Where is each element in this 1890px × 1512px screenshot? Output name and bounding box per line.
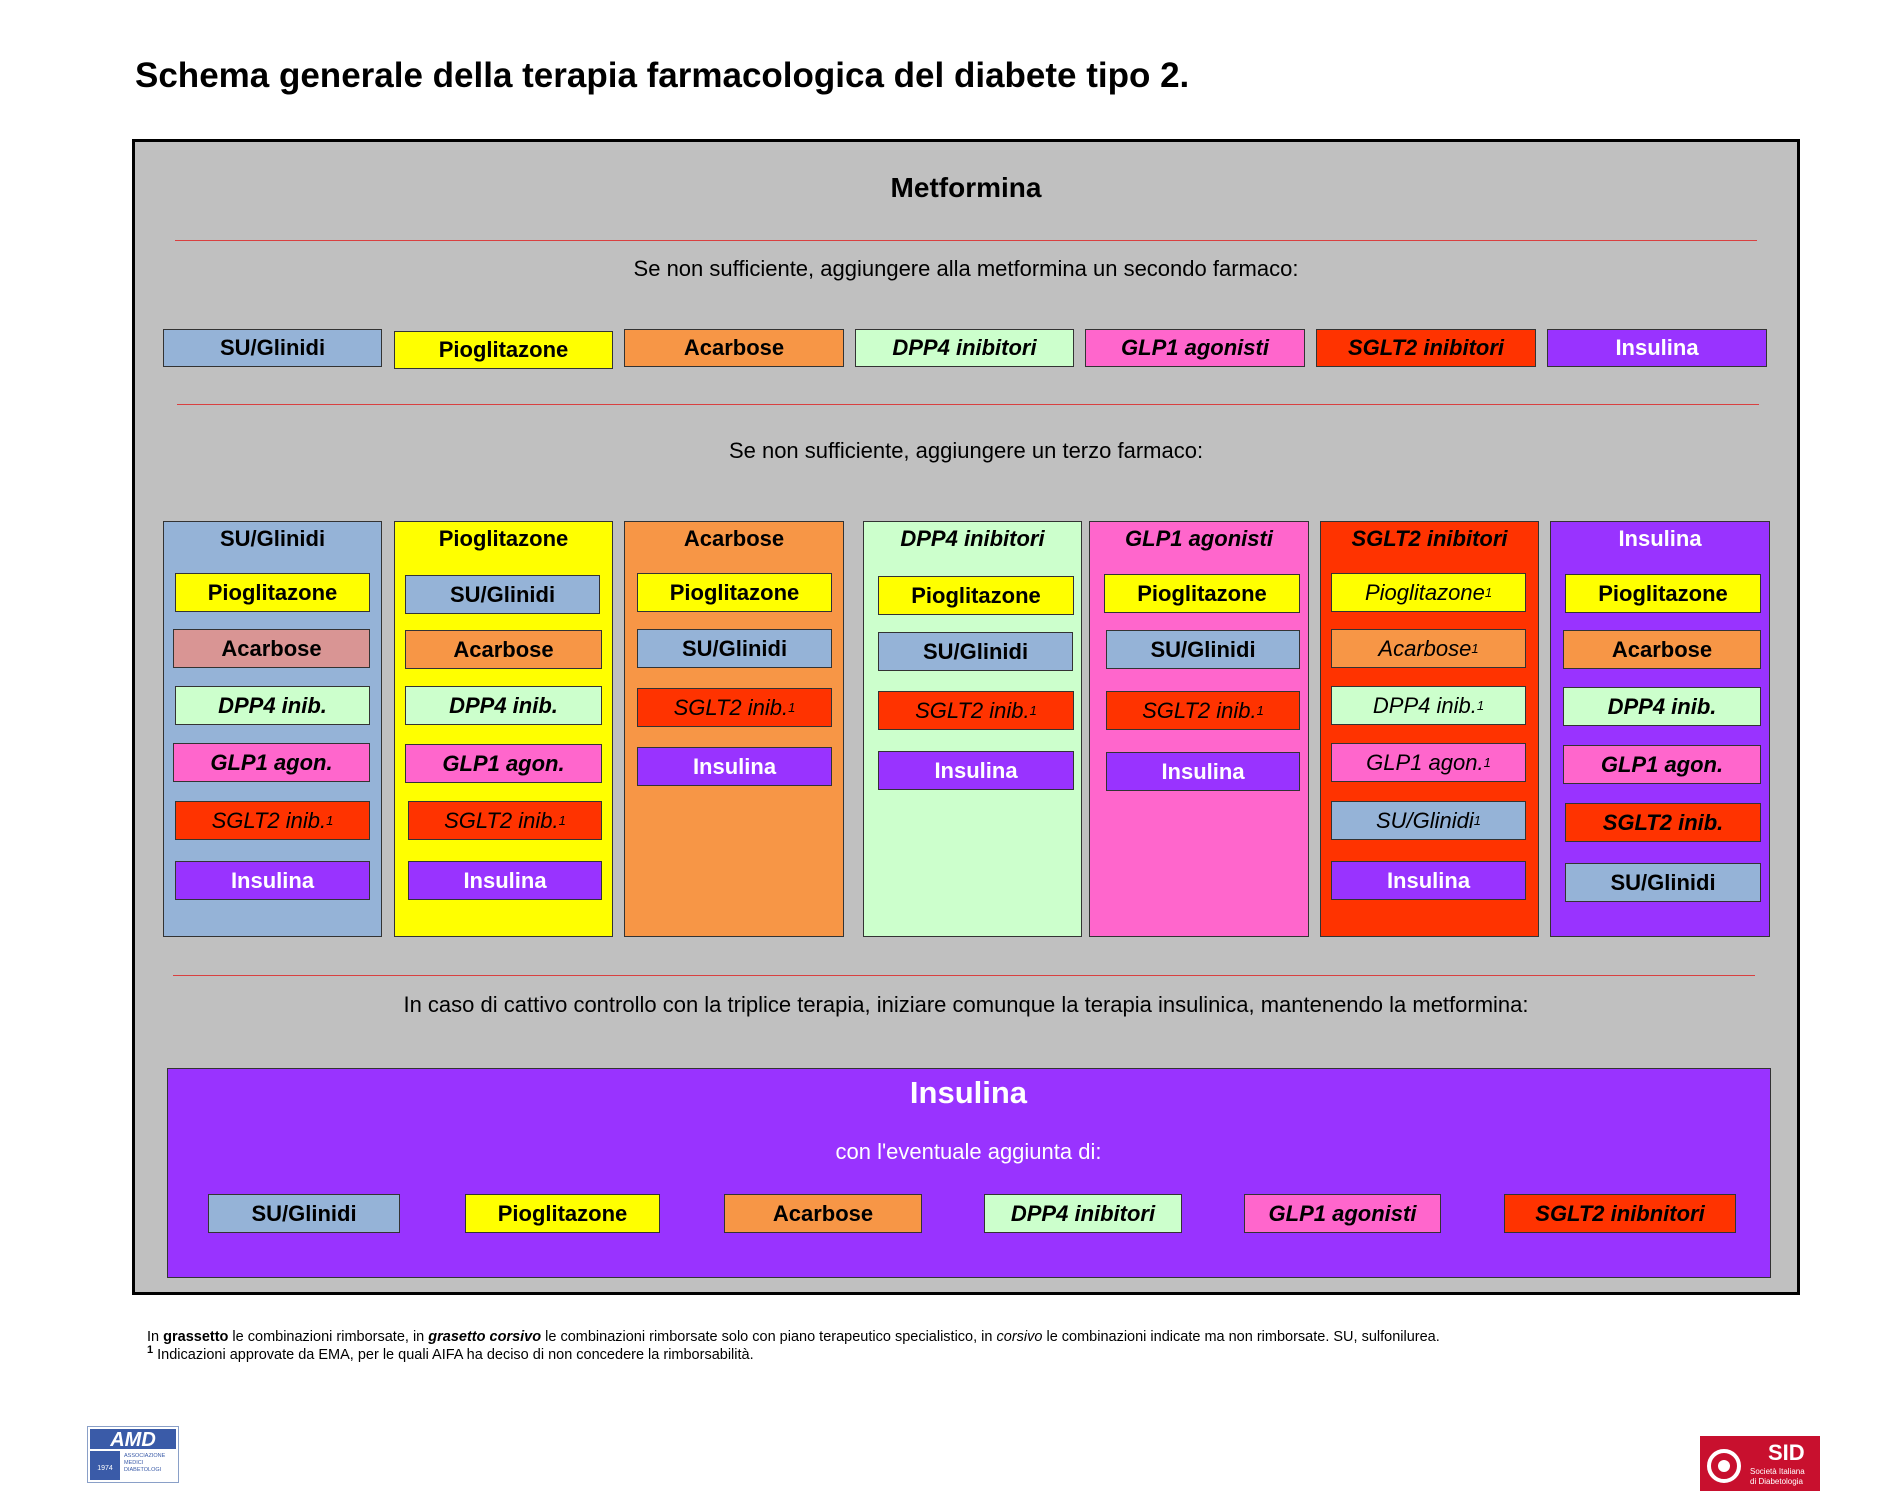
insulin-title: Insulina (909, 1075, 1028, 1110)
combo-su-glinidi: SU/Glinidi 1 (1331, 801, 1526, 840)
combo-sglt2: SGLT2 inib. 1 (175, 801, 370, 840)
column-title: SU/Glinidi (219, 526, 326, 551)
combo-su-glinidi: SU/Glinidi (637, 629, 832, 668)
svg-text:1974: 1974 (97, 1465, 113, 1472)
sid-logo (1700, 1436, 1820, 1491)
column-title: Insulina (1618, 526, 1702, 551)
third-col-pioglitazone (394, 521, 613, 937)
combo-pioglitazone: Pioglitazone (1104, 574, 1300, 613)
second-drug-su-glinidi: SU/Glinidi (163, 329, 382, 367)
combo-glp1: GLP1 agon. 1 (1331, 743, 1526, 782)
combo-pioglitazone: Pioglitazone (637, 573, 832, 612)
combo-insulina: Insulina (878, 751, 1074, 790)
svg-text:AMD: AMD (110, 1429, 156, 1451)
insulin-prompt: In caso di cattivo controllo con la triplice terapia, iniziare comunque la terapia insulinica, mantenendo la metformina: (403, 992, 1529, 1017)
combo-su-glinidi: SU/Glinidi (1565, 863, 1761, 902)
combo-insulina: Insulina (637, 747, 832, 786)
addon-su-glinidi: SU/Glinidi (208, 1194, 400, 1233)
footnote-approval: $^1$ Indicazioni approvate da EMA, per le quali AIFA ha deciso di non concedere la rimborsabilità. (147, 1344, 754, 1363)
combo-sglt2: SGLT2 inib. 1 (637, 688, 832, 727)
sid-logo-graphic (1700, 1436, 1820, 1491)
divider-line (175, 240, 1757, 241)
combo-sglt2: SGLT2 inib. (1565, 803, 1761, 842)
combo-sglt2: SGLT2 inib. 1 (878, 691, 1074, 730)
combo-su-glinidi: SU/Glinidi (405, 575, 600, 614)
addon-pioglitazone: Pioglitazone (465, 1194, 660, 1233)
divider-line (173, 975, 1755, 976)
combo-su-glinidi: SU/Glinidi (1106, 630, 1300, 669)
addon-glp1: GLP1 agonisti (1244, 1194, 1441, 1233)
second-drug-glp1: GLP1 agonisti (1085, 329, 1305, 367)
combo-acarbose: Acarbose (1563, 630, 1761, 669)
svg-text:MEDICI: MEDICI (124, 1460, 144, 1466)
addon-dpp4: DPP4 inibitori (984, 1194, 1182, 1233)
svg-text:ASSOCIAZIONE: ASSOCIAZIONE (124, 1453, 166, 1459)
addon-acarbose: Acarbose (724, 1194, 922, 1233)
third-col-su-glinidi (163, 521, 382, 937)
combo-dpp4: DPP4 inib. (175, 686, 370, 725)
page-title: Schema generale della terapia farmacologica del diabete tipo 2. (135, 56, 1190, 95)
second-drug-insulina: Insulina (1547, 329, 1767, 367)
combo-dpp4: DPP4 inib. 1 (1331, 686, 1526, 725)
third-col-glp1 (1089, 521, 1309, 937)
column-title: DPP4 inibitori (900, 526, 1045, 551)
combo-sglt2: SGLT2 inib. 1 (1106, 691, 1300, 730)
metformin-label: Metformina (890, 172, 1042, 203)
svg-text:di Diabetologia: di Diabetologia (1750, 1477, 1803, 1486)
insulin-subtitle: con l'eventuale aggiunta di: (835, 1139, 1102, 1164)
combo-acarbose: Acarbose 1 (1331, 629, 1526, 668)
third-col-dpp4 (863, 521, 1082, 937)
insulin-therapy-block (167, 1068, 1771, 1278)
combo-insulina: Insulina (408, 861, 602, 900)
second-drug-dpp4: DPP4 inibitori (855, 329, 1074, 367)
combo-glp1: GLP1 agon. (173, 743, 370, 782)
amd-logo-graphic (87, 1426, 179, 1483)
combo-acarbose: Acarbose (173, 629, 370, 668)
combo-dpp4: DPP4 inib. (405, 686, 602, 725)
third-drug-prompt: Se non sufficiente, aggiungere un terzo farmaco: (728, 438, 1204, 463)
svg-text:DIABETOLOGI: DIABETOLOGI (124, 1467, 162, 1473)
column-title: SGLT2 inibitori (1351, 526, 1508, 551)
combo-insulina: Insulina (1331, 861, 1526, 900)
divider-line (177, 404, 1759, 405)
combo-pioglitazone: Pioglitazone (1565, 574, 1761, 613)
amd-logo (87, 1426, 179, 1483)
third-col-acarbose (624, 521, 844, 937)
svg-text:Società Italiana: Società Italiana (1750, 1467, 1805, 1476)
combo-insulina: Insulina (175, 861, 370, 900)
combo-glp1: GLP1 agon. (1563, 745, 1761, 784)
combo-acarbose: Acarbose (405, 630, 602, 669)
combo-insulina: Insulina (1106, 752, 1300, 791)
combo-pioglitazone: Pioglitazone 1 (1331, 573, 1526, 612)
second-drug-prompt: Se non sufficiente, aggiungere alla metformina un secondo farmaco: (633, 256, 1299, 281)
therapy-panel (132, 139, 1800, 1295)
combo-su-glinidi: SU/Glinidi (878, 632, 1073, 671)
addon-sglt2: SGLT2 inibnitori (1504, 1194, 1736, 1233)
combo-pioglitazone: Pioglitazone (175, 573, 370, 612)
column-title: GLP1 agonisti (1125, 526, 1273, 551)
footnote-legend: In grassetto le combinazioni rimborsate, in grasetto corsivo le combinazioni rimborsate solo con piano terapeutico specialistico, in corsivo le combinazioni indicate ma non rimborsate. SU, sulfonilurea. (147, 1329, 1440, 1345)
combo-pioglitazone: Pioglitazone (878, 576, 1074, 615)
combo-sglt2: SGLT2 inib. 1 (408, 801, 602, 840)
second-drug-sglt2: SGLT2 inibitori (1316, 329, 1536, 367)
second-drug-acarbose: Acarbose (624, 329, 844, 367)
combo-dpp4: DPP4 inib. (1563, 687, 1761, 726)
column-title: Acarbose (683, 526, 785, 551)
third-col-sglt2 (1320, 521, 1539, 937)
column-title: Pioglitazone (438, 526, 569, 551)
second-drug-pioglitazone: Pioglitazone (394, 331, 613, 369)
svg-text:SID: SID (1768, 1440, 1805, 1465)
third-col-insulina (1550, 521, 1770, 937)
combo-glp1: GLP1 agon. (405, 744, 602, 783)
